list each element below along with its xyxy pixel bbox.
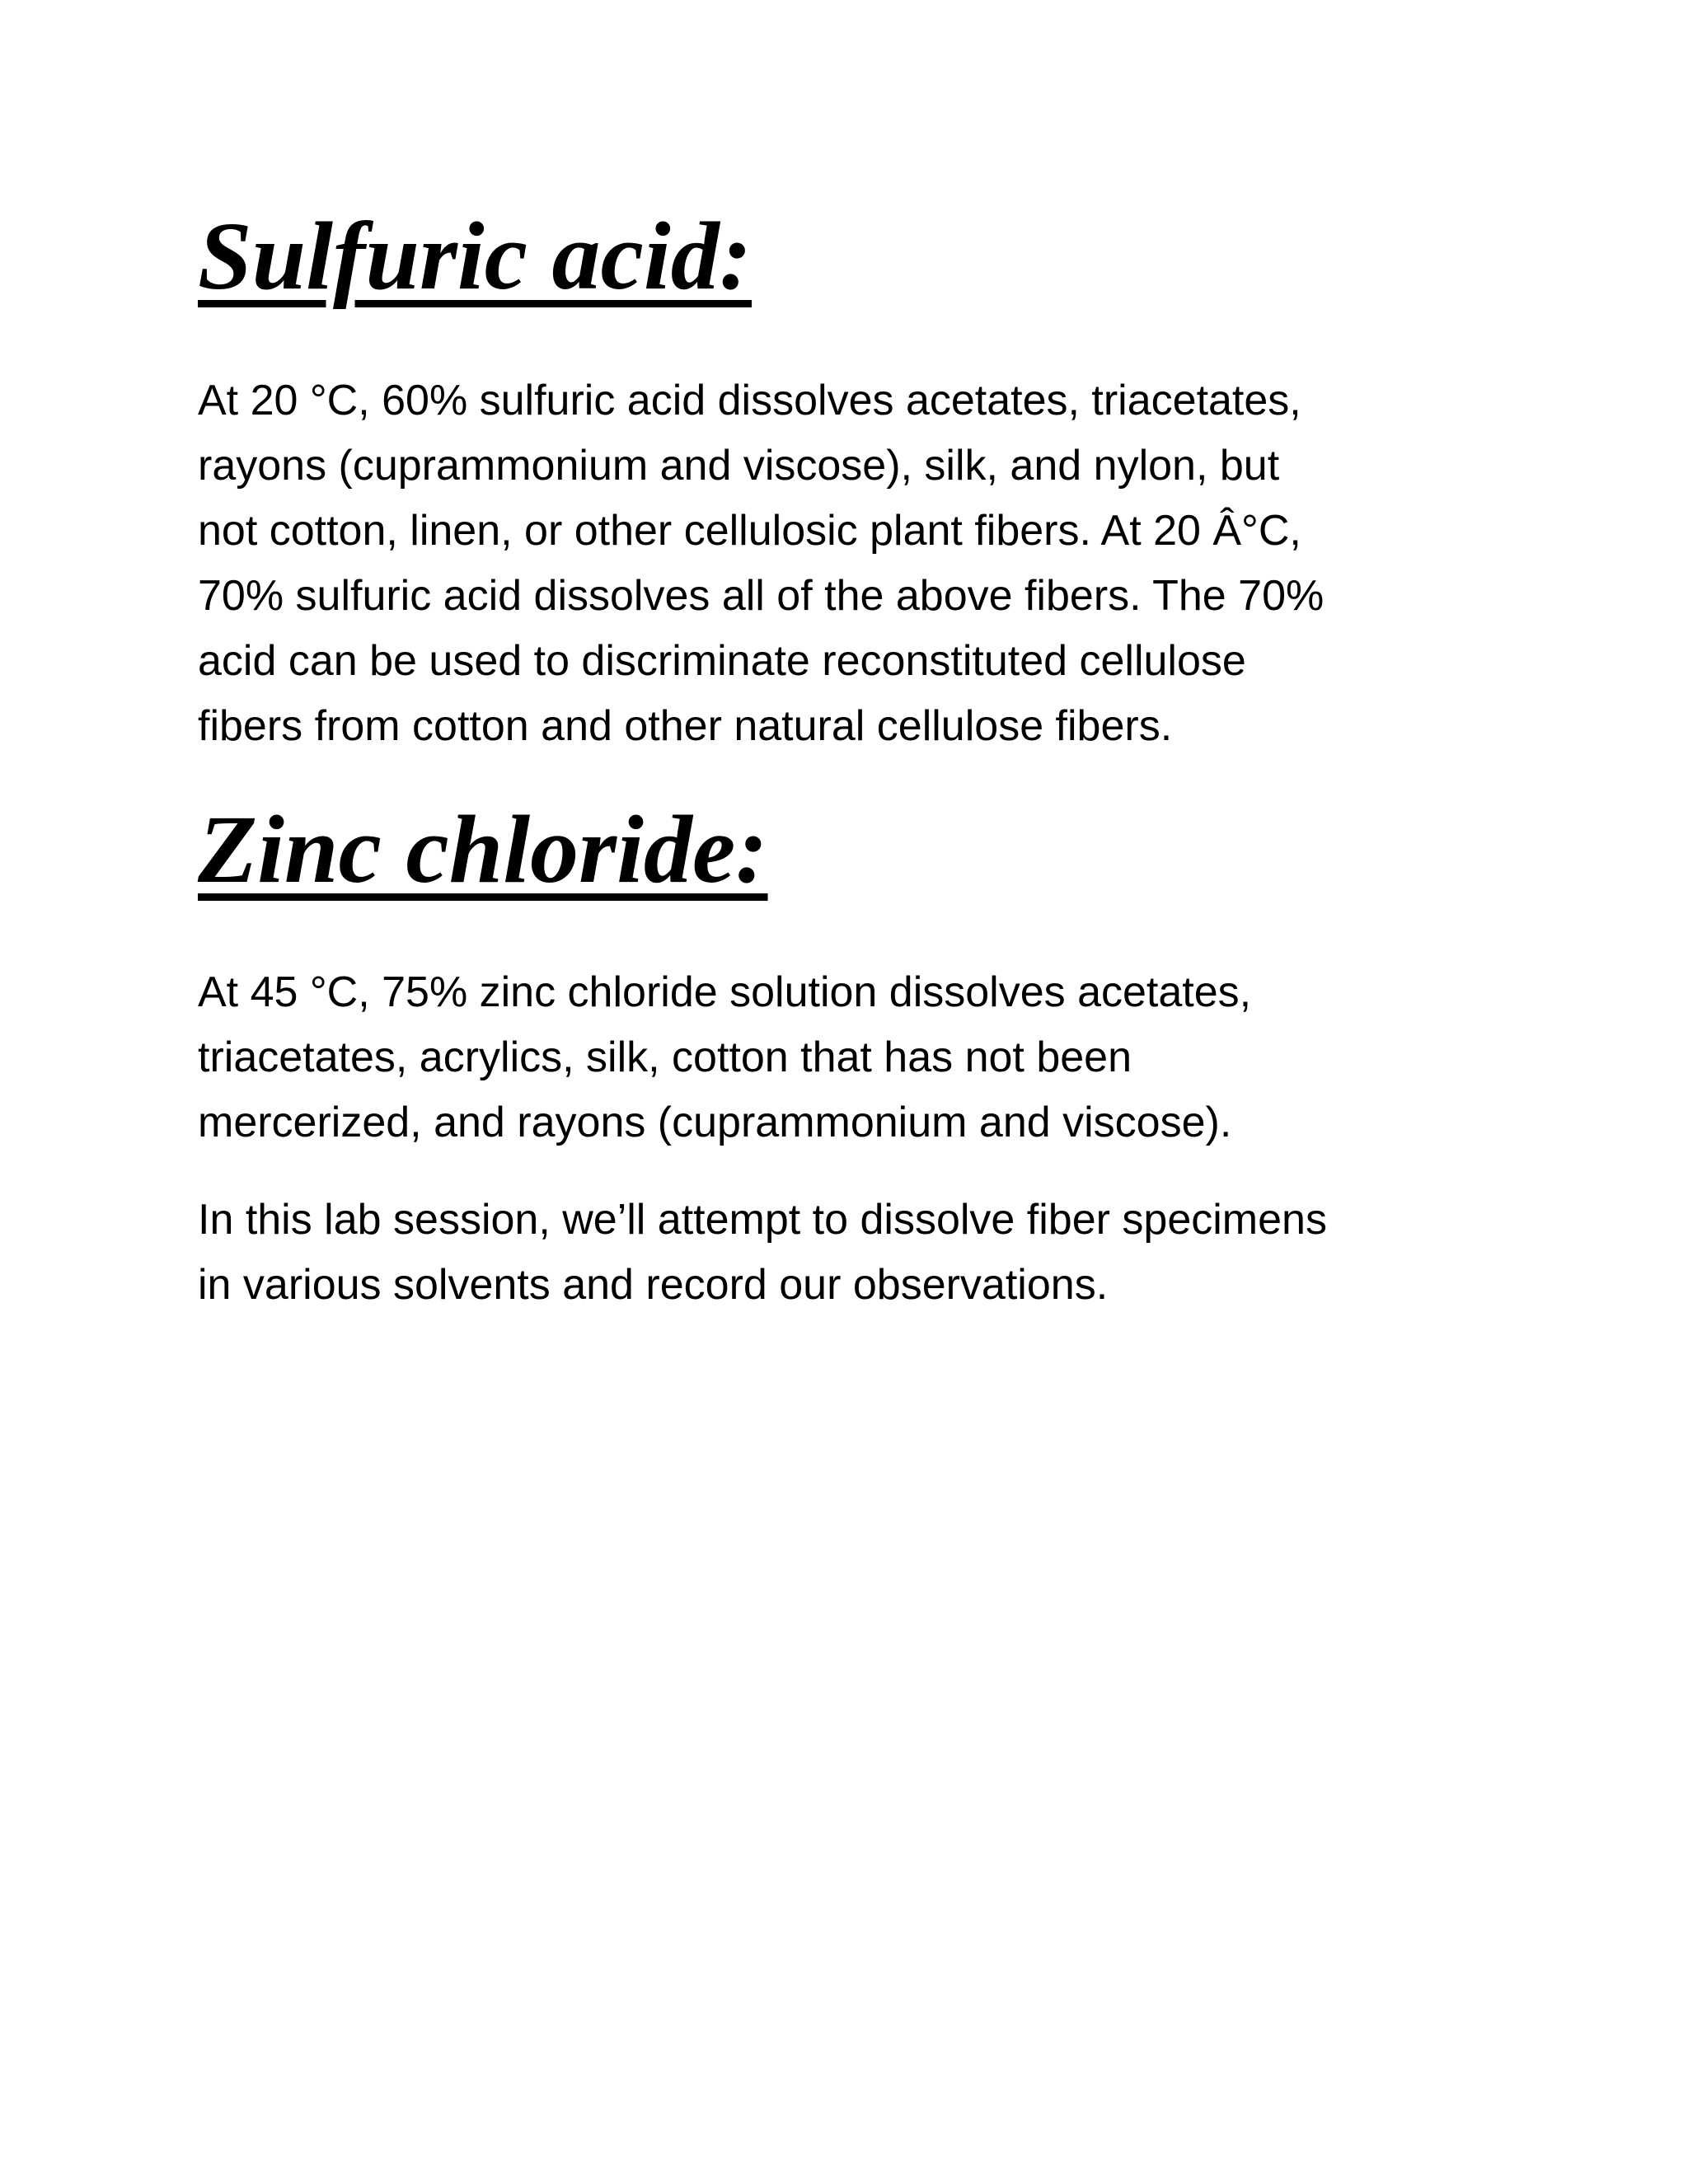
- paragraph-line: triacetates, acrylics, silk, cotton that has not been: [198, 1033, 1132, 1081]
- paragraph-line: mercerized, and rayons (cuprammonium and viscose).: [198, 1099, 1232, 1146]
- paragraph-line: fibers from cotton and other natural cellulose fibers.: [198, 702, 1173, 750]
- zinc-chloride-heading: Zinc chloride:: [198, 795, 768, 903]
- paragraph-line: At 20 °C, 60% sulfuric acid dissolves acetates, triacetates,: [198, 377, 1301, 424]
- paragraph-line: At 45 °C, 75% zinc chloride solution dissolves acetates,: [198, 968, 1252, 1016]
- closing-paragraph: [198, 1188, 1500, 1318]
- paragraph-line: rayons (cuprammonium and viscose), silk, and nylon, but: [198, 442, 1280, 490]
- paragraph-line: In this lab session, we’ll attempt to dissolve fiber specimens: [198, 1196, 1327, 1244]
- sulfuric-acid-paragraph: [198, 368, 1500, 759]
- paragraph-line: not cotton, linen, or other cellulosic plant fibers. At 20 Â°C,: [198, 507, 1301, 555]
- paragraph-line: in various solvents and record our observations.: [198, 1261, 1109, 1309]
- paragraph-line: 70% sulfuric acid dissolves all of the above fibers. The 70%: [198, 572, 1325, 620]
- sulfuric-acid-heading: Sulfuric acid:: [198, 202, 752, 310]
- zinc-chloride-paragraph: [198, 960, 1500, 1155]
- paragraph-line: acid can be used to discriminate reconstituted cellulose: [198, 637, 1246, 685]
